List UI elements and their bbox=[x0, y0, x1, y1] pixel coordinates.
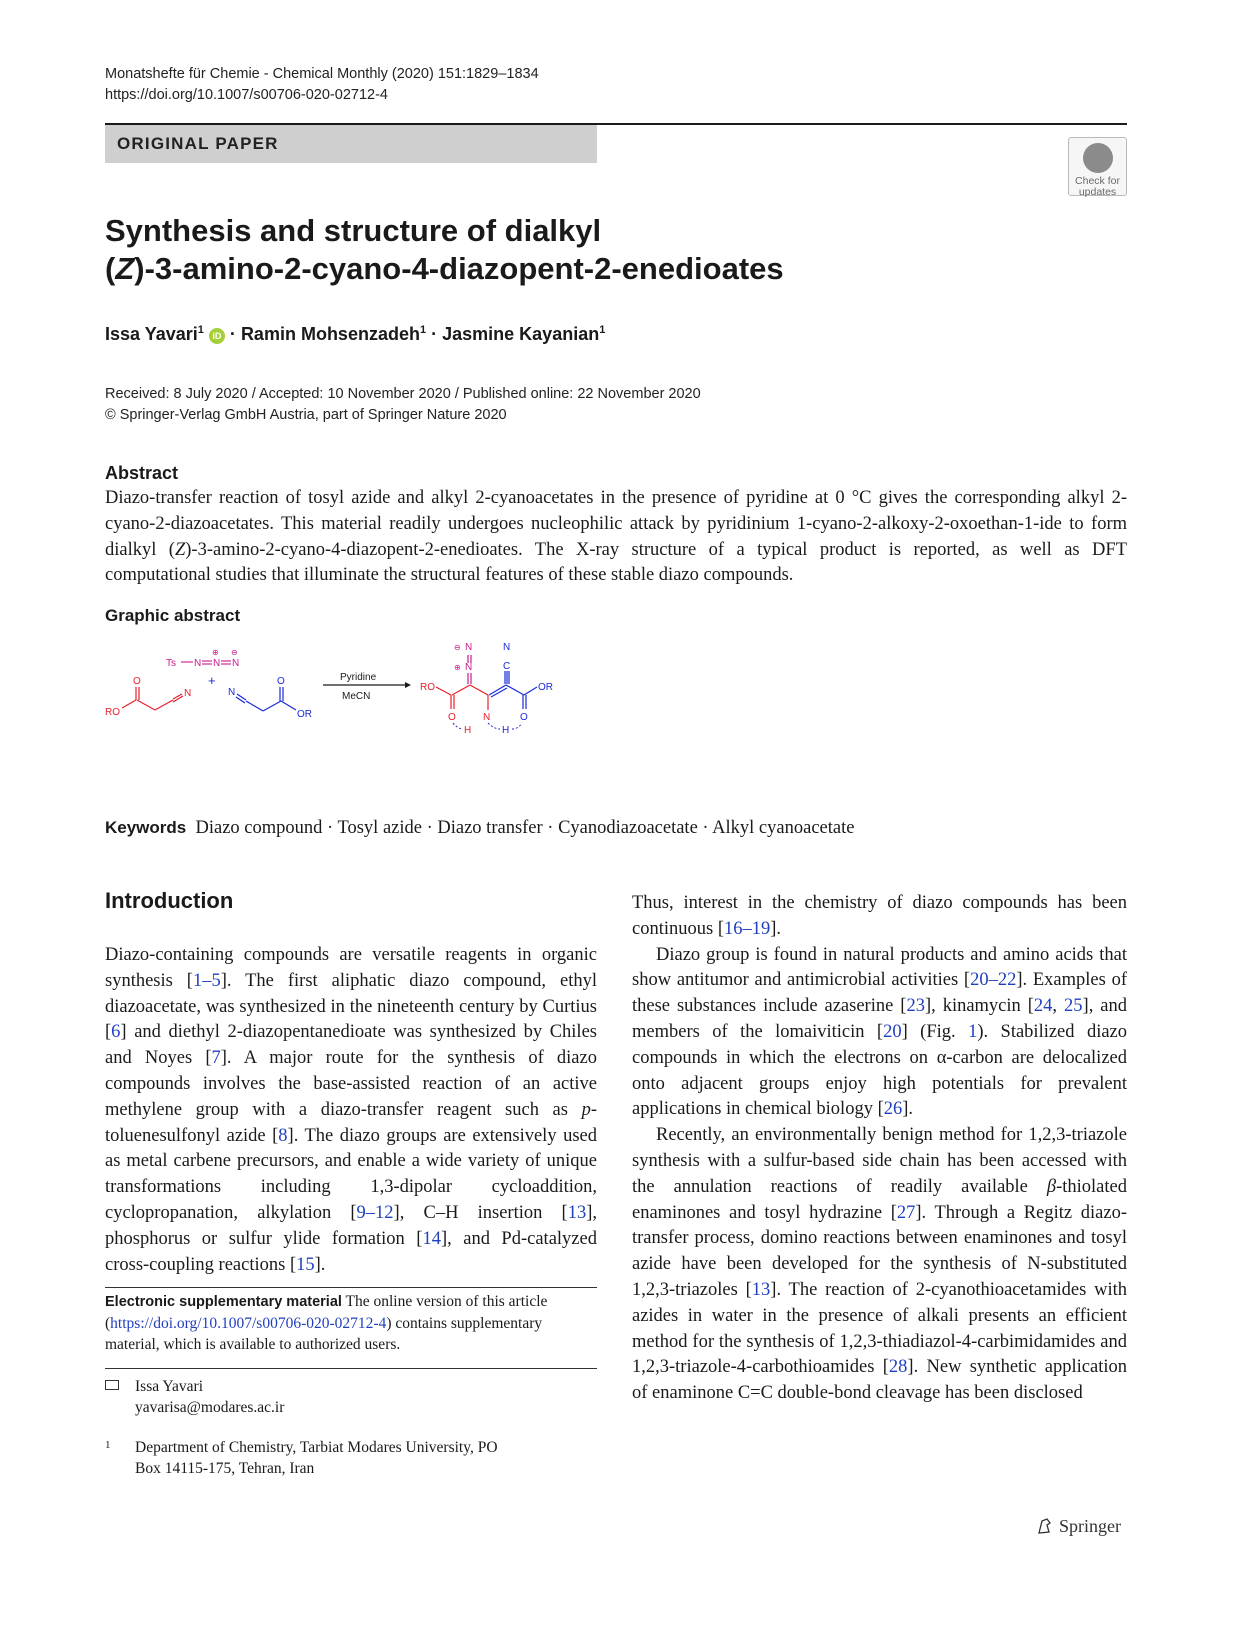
citation-link[interactable]: 26 bbox=[883, 1099, 903, 1120]
publication-history: Received: 8 July 2020 / Accepted: 10 November 2020 / Published online: 22 November 2020 bbox=[105, 386, 701, 402]
citation-link[interactable]: 13 bbox=[751, 1279, 771, 1300]
supplementary-link[interactable]: https://doi.org/10.1007/s00706-020-02712-4 bbox=[110, 1315, 387, 1332]
copyright: © Springer-Verlag GmbH Austria, part of Springer Nature 2020 bbox=[105, 407, 507, 423]
product-blue-half bbox=[489, 671, 537, 709]
svg-text:OR: OR bbox=[297, 709, 312, 720]
citation-link[interactable]: 1–5 bbox=[192, 970, 221, 991]
svg-text:N: N bbox=[184, 688, 192, 699]
graphic-abstract-heading: Graphic abstract bbox=[105, 606, 241, 625]
alkyl-cyanoacetate-red bbox=[122, 687, 183, 710]
citation-link[interactable]: 8 bbox=[278, 1125, 288, 1146]
svg-text:⊕: ⊕ bbox=[454, 663, 461, 672]
citation-link[interactable]: 20–22 bbox=[970, 970, 1017, 991]
figure-link[interactable]: 1 bbox=[968, 1021, 978, 1042]
svg-text:O: O bbox=[448, 712, 456, 723]
product-red-half bbox=[436, 685, 488, 710]
affiliation: 1 Department of Chemistry, Tarbiat Modares University, PO Box 14115-175, Tehran, Iran bbox=[105, 1439, 498, 1477]
svg-text:O: O bbox=[133, 676, 141, 687]
svg-text:⊖: ⊖ bbox=[231, 648, 238, 657]
svg-text:RO: RO bbox=[420, 682, 435, 693]
citation-link[interactable]: 7 bbox=[211, 1048, 221, 1069]
citation-link[interactable]: 16–19 bbox=[723, 918, 771, 939]
svg-text:N: N bbox=[465, 662, 473, 673]
svg-text:⊕: ⊕ bbox=[212, 648, 219, 657]
right-column-text: Thus, interest in the chemistry of diazo compounds has been continuous [16–19]. Diazo group is found in natural products and amino acids that show antitumor and antimicrobial activities [20–22]. Examples of these substances include azaserine [23], kinamycin [24, 25], and members of the lomaiviticin [20] (Fig. 1). Stabilized diazo compounds in which the electrons on α-carbon are delocalized onto adjacent groups enjoy high potentials for prevalent applications in chemical biology [26]. Recently, an environmentally benign method for 1,2,3-triazole synthesis with a sulfur-based side chain has been accessed with the annulation reactions of readily available β-thiolated enaminones and tosyl hydrazine [27]. Through a Regitz diazo-transfer process, domino reactions between enaminones and tosyl azide have been developed for the synthesis of N-substituted 1,2,3-triazoles [13]. The reaction of 2-cyanothioacetamides with azides in water in the presence of alkali presents an efficient method for the synthesis of 1,2,3-thiadiazol-4-carbimidamides and 1,2,3-triazole-4-carbothioamides [28]. New synthetic application of enaminone C=C double-bond cleavage has been disclosed bbox=[632, 893, 1128, 1404]
introduction-heading: Introduction bbox=[105, 888, 234, 913]
tosyl-azide bbox=[166, 648, 239, 669]
svg-text:H: H bbox=[502, 725, 510, 736]
svg-text:N: N bbox=[503, 642, 511, 653]
left-column-text: Diazo-containing compounds are versatile reagents in organic synthesis [1–5]. The first aliphatic diazo compound, ethyl diazoacetate, was synthesized in the nineteenth century by Curtius [6] and diethyl 2-diazopentanedioate was synthesized by Chiles and Noyes [7]. A major route for the synthesis of diazo compounds involves the base-assisted reaction of an active methylene group with a diazo-transfer reagent such as p-toluenesulfonyl azide [8]. The diazo groups are extensively used as metal carbene precursors, and enable a wide variety of unique transformations including 1,3-dipolar cycloaddition, cyclopropanation, alkylation [9–12], C–H insertion [13], phosphorus or sulfur ylide formation [14], and Pd-catalyzed cross-coupling reactions [15]. bbox=[105, 945, 597, 1275]
svg-text:N: N bbox=[228, 687, 236, 698]
corresponding-author-email[interactable]: yavarisa@modares.ac.ir bbox=[135, 1399, 285, 1416]
corresponding-author-name: Issa Yavari bbox=[135, 1378, 204, 1395]
citation-link[interactable]: 9–12 bbox=[356, 1202, 394, 1223]
reagent-pyridine: Pyridine bbox=[340, 672, 377, 683]
svg-text:O: O bbox=[520, 712, 528, 723]
svg-text:N: N bbox=[213, 658, 221, 669]
author-name[interactable]: Jasmine Kayanian bbox=[442, 324, 600, 344]
journal-header bbox=[105, 64, 539, 106]
citation-link[interactable]: 23 bbox=[906, 996, 925, 1017]
footnote-rule bbox=[105, 1287, 597, 1288]
journal-citation: Monatshefte für Chemie - Chemical Monthly (2020) 151:1829–1834 bbox=[105, 66, 539, 82]
svg-text:C: C bbox=[503, 661, 511, 672]
citation-link[interactable]: 13 bbox=[567, 1202, 587, 1223]
svg-text:+: + bbox=[208, 673, 216, 688]
svg-text:N: N bbox=[483, 712, 491, 723]
springer-horse-icon bbox=[1035, 1516, 1055, 1536]
author-name[interactable]: Ramin Mohsenzadeh bbox=[240, 324, 420, 344]
svg-text:N: N bbox=[232, 658, 240, 669]
check-for-updates-badge[interactable]: Check for updates bbox=[1068, 137, 1127, 196]
svg-text:N: N bbox=[465, 642, 473, 653]
supplementary-material-note: Electronic supplementary material The online version of this article (https://doi.org/10.1007/s00706-020-02712-4) contains supplementary material, which is available to authorized users. bbox=[105, 1293, 548, 1353]
citation-link[interactable]: 28 bbox=[888, 1357, 908, 1378]
citation-link[interactable]: 24 bbox=[1033, 996, 1053, 1017]
author-list: Issa Yavari$^1$ iD · Ramin Mohsenzadeh$^1$ · Jasmine Kayanian$^1$ bbox=[105, 324, 606, 344]
citation-link[interactable]: 25 bbox=[1064, 996, 1083, 1017]
svg-text:H: H bbox=[464, 725, 472, 736]
abstract-heading: Abstract bbox=[105, 463, 179, 483]
citation-link[interactable]: 15 bbox=[296, 1254, 315, 1275]
envelope-icon bbox=[105, 1380, 119, 1390]
alkyl-cyanoacetate-blue bbox=[236, 687, 296, 711]
citation-link[interactable]: 20 bbox=[883, 1021, 902, 1042]
abstract-text: Diazo-transfer reaction of tosyl azide and alkyl 2-cyanoacetates in the presence of pyridine at 0 °C gives the corresponding alkyl 2-cyano-2-diazoacetates. This material readily undergoes nucleophilic attack by pyridinium 1-cyano-2-alkoxy-2-oxoethan-1-ide to form dialkyl (Z)-3-amino-2-cyano-4-diazopent-2-enedioates. The X-ray structure of a typical product is reported, as well as DFT computational studies that illuminate the structural features of these stable diazo compounds. bbox=[105, 488, 1127, 586]
publisher-logo: Springer bbox=[1035, 1516, 1121, 1537]
svg-text:OR: OR bbox=[538, 682, 553, 693]
svg-text:⊖: ⊖ bbox=[454, 643, 461, 652]
crossmark-icon bbox=[1083, 143, 1113, 173]
article-title: Synthesis and structure of dialkyl (Z)-3-amino-2-cyano-4-diazopent-2-enedioates bbox=[105, 213, 784, 286]
citation-link[interactable]: 27 bbox=[896, 1202, 916, 1223]
keywords: Keywords Diazo compound · Tosyl azide · Diazo transfer · Cyanodiazoacetate · Alkyl cyanoacetate bbox=[105, 818, 855, 838]
reagent-mecn: MeCN bbox=[342, 691, 371, 702]
footnote-rule bbox=[105, 1368, 597, 1369]
svg-text:O: O bbox=[277, 676, 285, 687]
reaction-scheme bbox=[100, 642, 620, 773]
citation-link[interactable]: 14 bbox=[422, 1228, 441, 1249]
corresponding-author bbox=[105, 1376, 585, 1420]
orcid-icon[interactable]: iD bbox=[209, 328, 225, 344]
section-banner: ORIGINAL PAPER bbox=[105, 125, 597, 163]
svg-text:N: N bbox=[194, 658, 202, 669]
doi-link[interactable]: https://doi.org/10.1007/s00706-020-02712-4 bbox=[105, 87, 388, 103]
svg-text:Ts: Ts bbox=[166, 658, 176, 669]
citation-link[interactable]: 6 bbox=[111, 1022, 121, 1043]
svg-text:RO: RO bbox=[105, 707, 120, 718]
author-name[interactable]: Issa Yavari bbox=[105, 324, 198, 344]
article-dates bbox=[105, 384, 701, 426]
